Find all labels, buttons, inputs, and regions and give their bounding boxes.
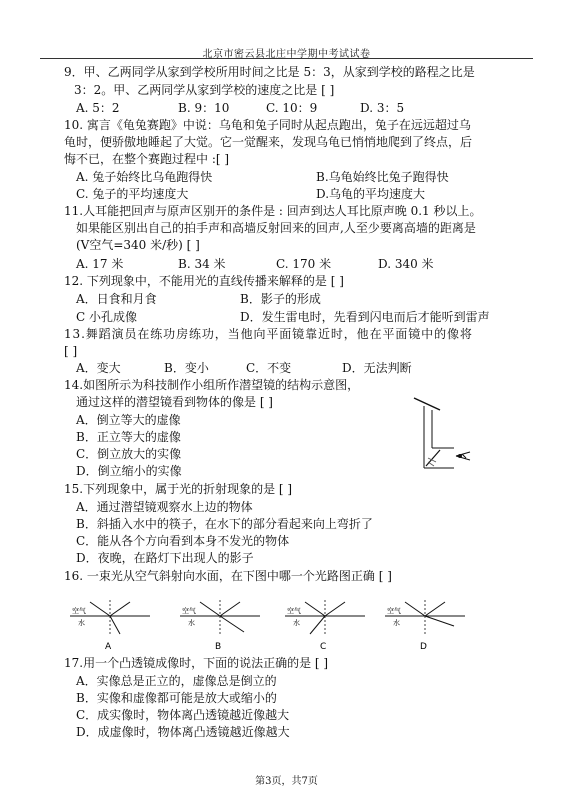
page-footer: 第3页，共7页	[255, 776, 318, 787]
q10-option-d: D.乌龟的平均速度大	[316, 187, 426, 201]
header-rule	[40, 58, 533, 59]
periscope-top-mirror	[414, 398, 440, 410]
q12-option-a: A．日食和月食	[76, 292, 157, 306]
q16-line1: 16. 一束光从空气斜射向水面，在下图中哪一个光路图正确 [ ]	[64, 569, 392, 583]
q16-diagram-d	[385, 600, 465, 652]
q14-option-a: A．倒立等大的虚像	[76, 413, 181, 427]
q11-line1: 11.人耳能把回声与原声区别开的条件是 : 回声到达人耳比原声晚 0.1 秒以上。	[64, 204, 482, 218]
q16-diagram-b	[180, 600, 260, 652]
q15-option-a: A．通过潜望镜观察水上边的物体	[76, 500, 253, 514]
q17-option-c: C．成实像时，物体离凸透镜越近像越大	[76, 708, 290, 722]
q13-option-c: C．不变	[246, 361, 292, 375]
q11-option-c: C. 170 米	[276, 257, 332, 271]
q15-option-c: C．能从各个方向看到本身不发光的物体	[76, 534, 290, 548]
q11-line2: 如果能区别出自己的拍手声和高墙反射回来的回声,人至少要离高墙的距离是	[76, 221, 476, 235]
air-label: 空气	[182, 607, 196, 615]
q15-option-b: B．斜插入水中的筷子，在水下的部分看起来向上弯折了	[76, 517, 373, 531]
q9-option-a: A. 5：2	[76, 101, 120, 115]
q10-option-b: B.乌龟始终比兔子跑得快	[316, 170, 449, 184]
q13-option-a: A．变大	[76, 361, 121, 375]
q10-line1: 10. 寓言《龟兔赛跑》中说：乌龟和兔子同时从起点跑出，兔子在远远超过乌	[64, 118, 471, 132]
q16-diagram-a	[70, 600, 150, 652]
periscope-figure	[410, 396, 490, 474]
q16-diagram-c	[285, 600, 365, 652]
q12-option-c: C 小孔成像	[76, 310, 137, 324]
q13-option-b: B．变小	[164, 361, 209, 375]
diagram-label-d: D	[420, 642, 427, 652]
q14-option-c: C．倒立放大的实像	[76, 447, 182, 461]
air-label: 空气	[387, 607, 401, 615]
q17-line1: 17.用一个凸透镜成像时，下面的说法正确的是 [ ]	[64, 656, 329, 670]
q16-diagrams	[60, 596, 510, 654]
q13-line1: 13.舞蹈演员在练功房练功，当他向平面镜靠近时，他在平面镜中的像将	[64, 327, 473, 341]
q9-line1: 9．甲、乙两同学从家到学校所用时间之比是 5：3，从家到学校的路程之比是	[64, 65, 475, 79]
q11-option-a: A. 17 米	[76, 257, 124, 271]
q17-option-b: B．实像和虚像都可能是放大或缩小的	[76, 691, 277, 705]
q9-option-b: B. 9：10	[178, 101, 230, 115]
q9-option-c: C. 10：9	[266, 101, 318, 115]
q12-option-d: D．发生雷电时，先看到闪电而后才能听到雷声	[240, 310, 490, 324]
q14-option-d: D．倒立缩小的实像	[76, 464, 182, 478]
q10-option-c: C. 兔子的平均速度大	[76, 187, 189, 201]
air-label: 空气	[287, 607, 301, 615]
q13-line2: [ ]	[64, 344, 78, 358]
q14-line2: 通过这样的潜望镜看到物体的像是 [ ]	[76, 395, 273, 409]
q14-option-b: B．正立等大的虚像	[76, 430, 181, 444]
q10-option-a: A. 兔子始终比乌龟跑得快	[76, 170, 213, 184]
page-header: 北京市密云县北庄中学期中考试试卷	[202, 49, 371, 60]
q15-line1: 15.下列现象中，属于光的折射现象的是 [ ]	[64, 482, 293, 496]
q10-line2: 龟时，便骄傲地睡起了大觉。它一觉醒来，发现乌龟已悄悄地爬到了终点，后	[64, 135, 473, 149]
q11-option-b: B. 34 米	[178, 257, 226, 271]
q12-line1: 12. 下列现象中，不能用光的直线传播来解释的是 [ ]	[64, 274, 344, 288]
water-label: 水	[393, 619, 400, 627]
q17-option-d: D．成虚像时，物体离凸透镜越近像越大	[76, 725, 290, 739]
diagram-label-b: B	[215, 642, 222, 652]
q11-option-d: D. 340 米	[378, 257, 434, 271]
air-label: 空气	[72, 607, 86, 615]
q11-line3: (V空气=340 米/秒) [ ]	[76, 238, 200, 252]
q9-option-d: D. 3：5	[360, 101, 405, 115]
q10-line3: 悔不已，在整个赛跑过程中 :[ ]	[64, 152, 230, 166]
diagram-label-a: A	[105, 642, 112, 652]
water-label: 水	[188, 619, 195, 627]
q17-option-a: A．实像总是正立的，虚像总是倒立的	[76, 674, 277, 688]
water-label: 水	[293, 619, 300, 627]
q13-option-d: D．无法判断	[342, 361, 412, 375]
diagram-label-c: C	[320, 642, 327, 652]
q9-line2: 3：2。甲、乙两同学从家到学校的速度之比是 [ ]	[74, 83, 335, 97]
q14-line1: 14.如图所示为科技制作小组所作潜望镜的结构示意图，	[64, 378, 360, 392]
water-label: 水	[78, 619, 85, 627]
q12-option-b: B．影子的形成	[240, 292, 321, 306]
q15-option-d: D．夜晚，在路灯下出现人的影子	[76, 551, 254, 565]
